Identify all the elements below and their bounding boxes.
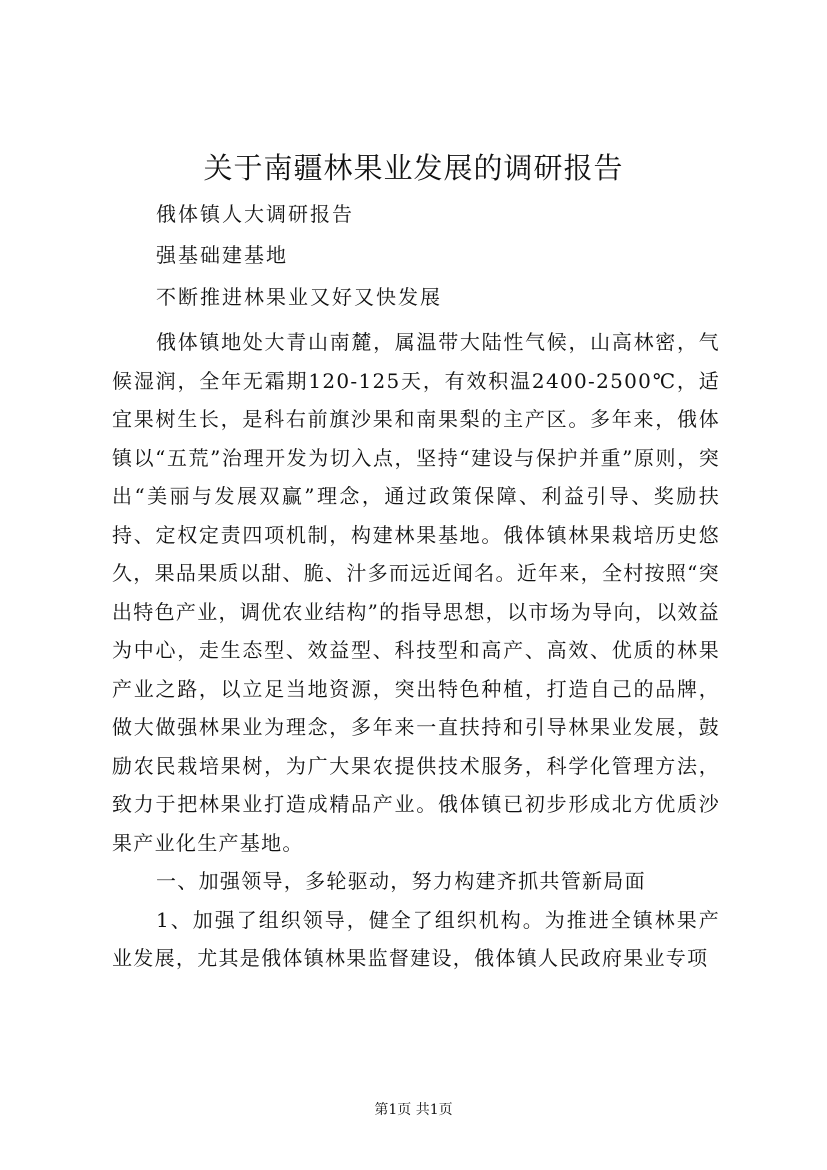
body-paragraph: 1、加强了组织领导，健全了组织机构。为推进全镇林果产业发展，尤其是俄体镇林果监督建设，俄体镇人民政府果业专项 <box>112 907 720 970</box>
document-title: 关于南疆林果业发展的调研报告 <box>203 151 624 185</box>
body-paragraph: 俄体镇地处大青山南麓，属温带大陆性气候，山高林密，气候湿润，全年无霜期120-125天，有效积温2400-2500℃，适宜果树生长，是科右前旗沙果和南果梨的主产区。多年来，俄体镇以“五荒”治理开发为切入点，坚持“建设与保护并重”原则，突出“美丽与发展双赢”理念，通过政策保障、利益引导、奖励扶持、定权定责四项机制，构建林果基地。俄体镇林果栽培历史悠久，果品果质以甜、脆、汁多而远近闻名。近年来，全村按照“突出特色产业，调优农业结构”的指导思想，以市场为导向，以效益为中心，走生态型、效益型、科技型和高产、高效、优质的林果产业之路，以立足当地资源，突出特色种植，打造自己的品牌，做大做强林果业为理念，多年来一直扶持和引导林果业发展，鼓励农民栽培果树，为广大果农提供技术服务，科学化管理方法，致力于把林果业打造成精品产业。俄体镇已初步形成北方优质沙果产业化生产基地。 <box>112 330 720 855</box>
page-number: 第1页 共1页 <box>374 1102 453 1118</box>
subtitle-line: 强基础建基地 <box>156 243 288 267</box>
document-body <box>112 323 720 978</box>
subtitle-line: 不断推进林果业又好又快发展 <box>156 285 442 309</box>
subtitle-line: 俄体镇人大调研报告 <box>156 202 354 226</box>
section-heading: 一、加强领导，多轮驱动，努力构建齐抓共管新局面 <box>156 869 646 893</box>
